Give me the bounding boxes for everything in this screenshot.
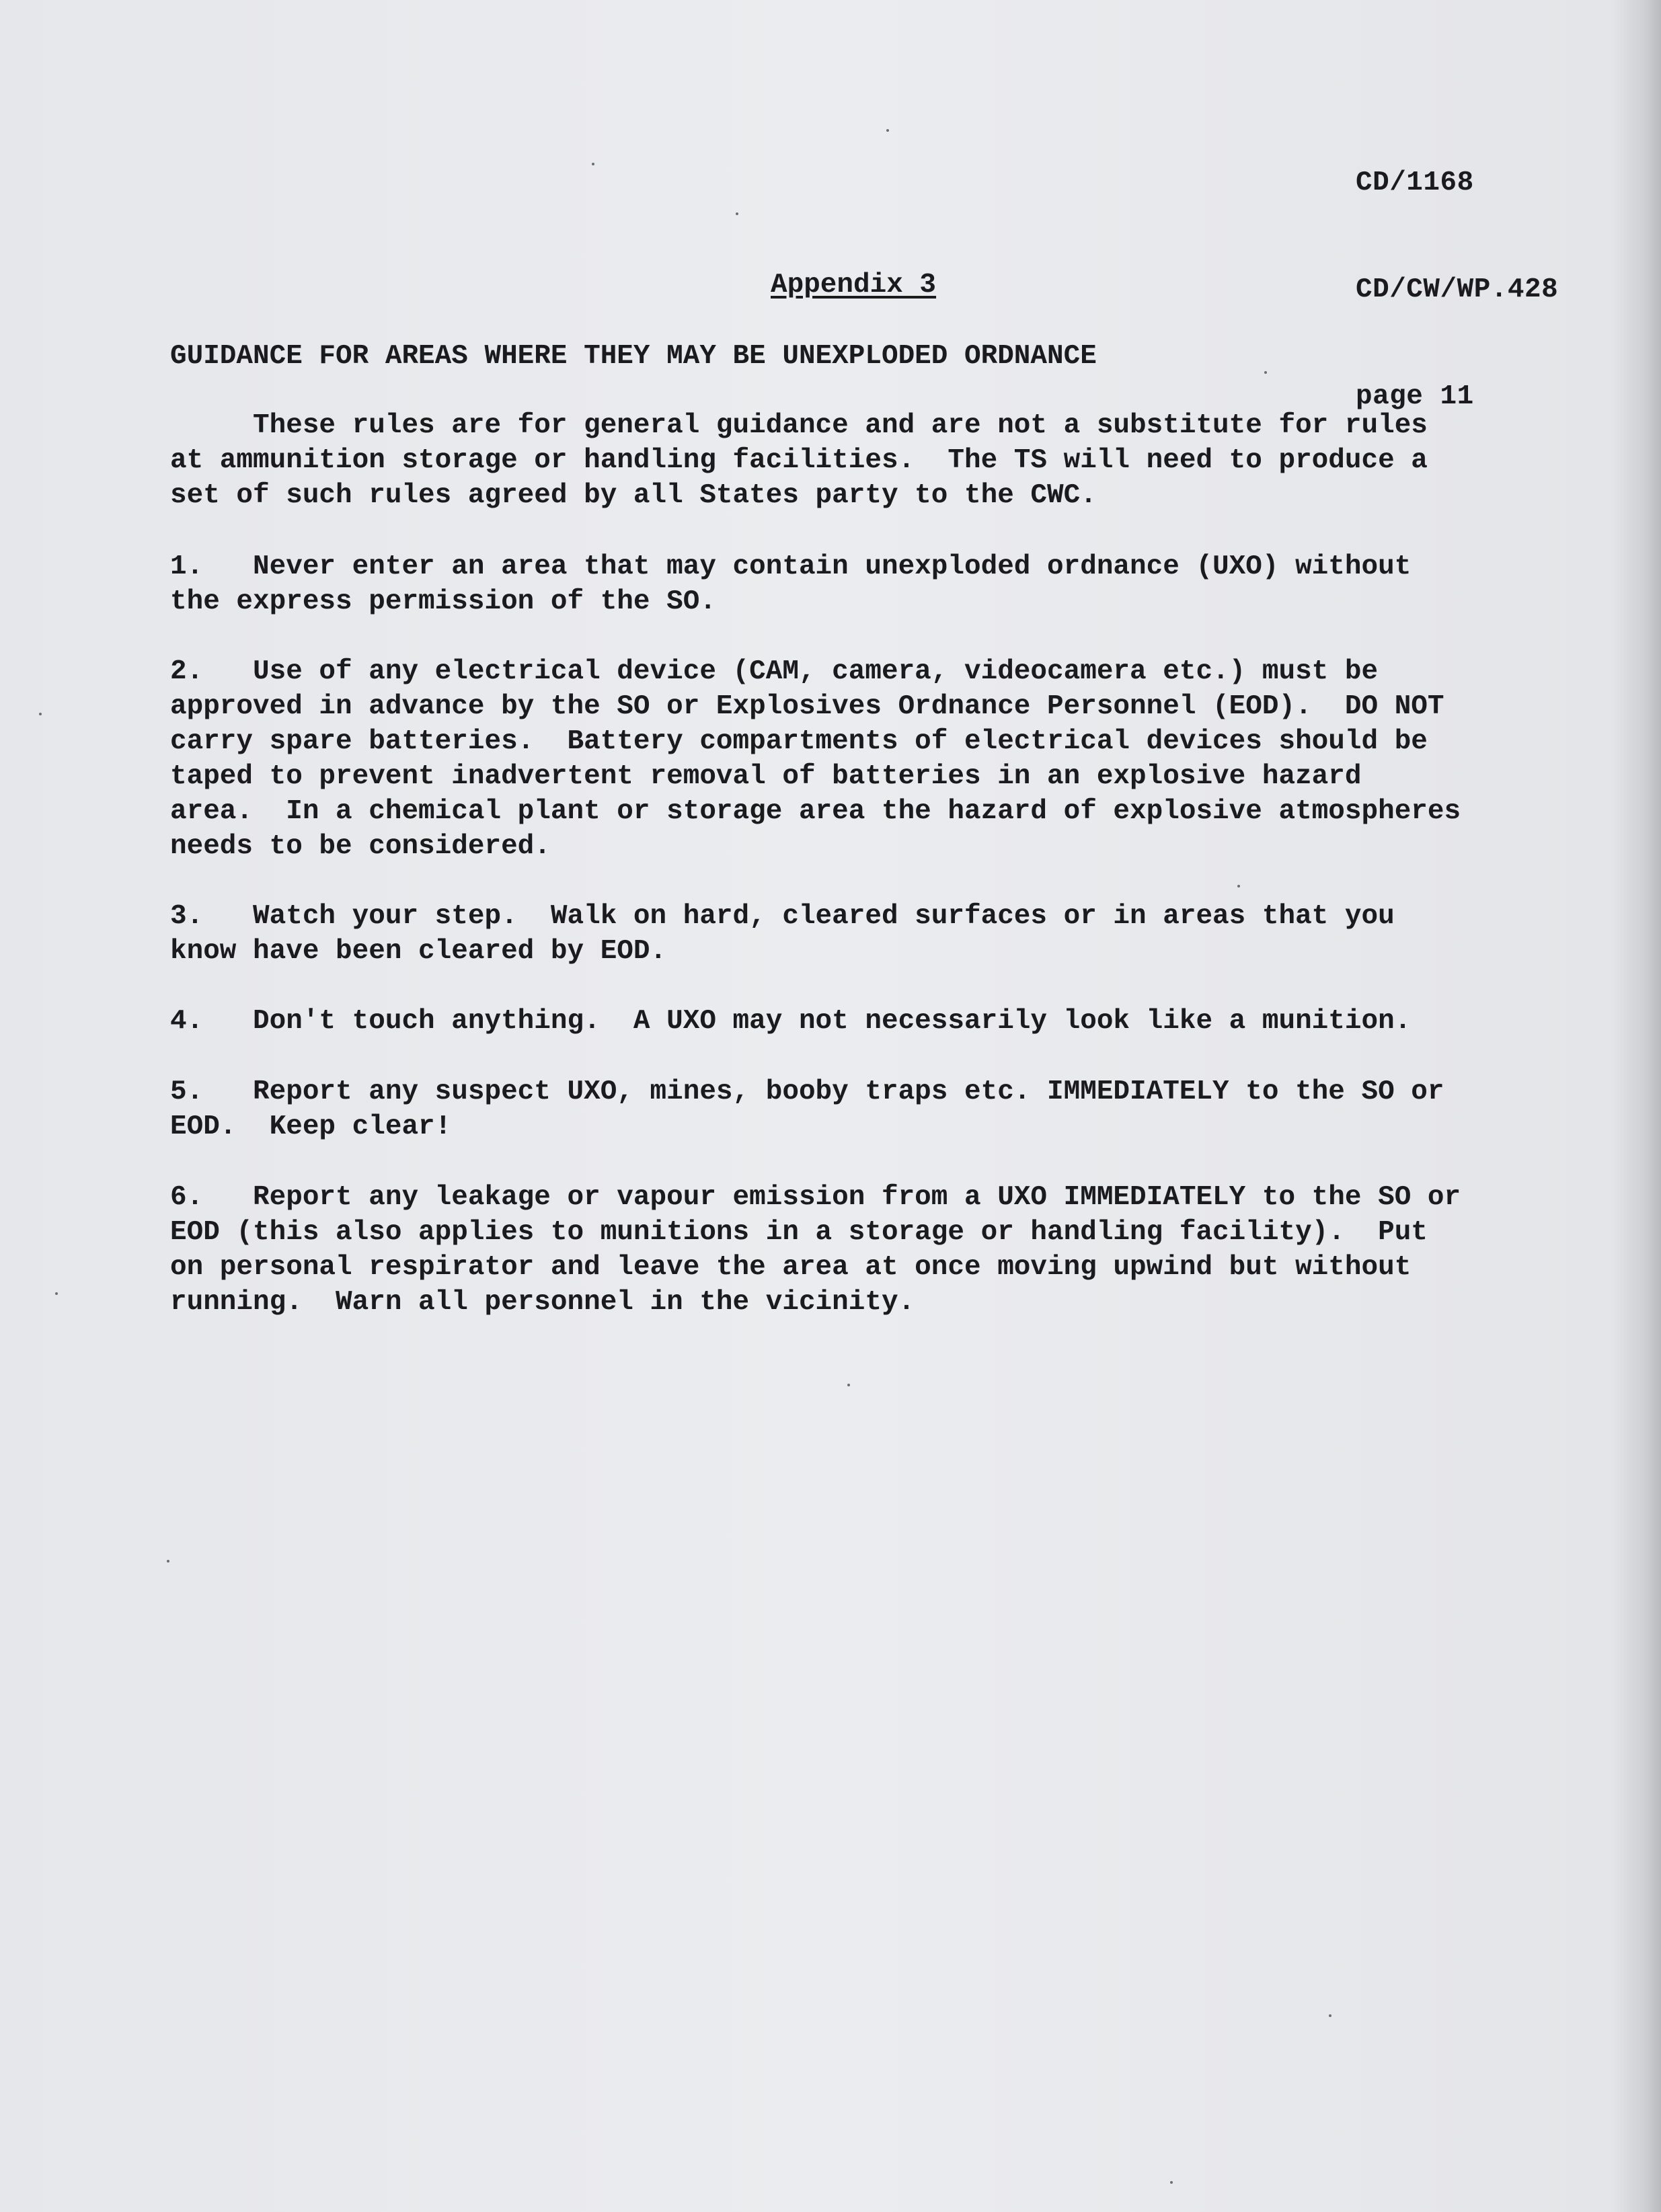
paragraph-line: EOD (this also applies to munitions in a storage or handling facility). Put (170, 1217, 1428, 1248)
scan-speck (847, 1384, 850, 1386)
paragraph-line: the express permission of the SO. (170, 586, 716, 617)
scan-speck (736, 212, 738, 215)
scan-speck (1170, 2181, 1173, 2184)
paragraph-line: know have been cleared by EOD. (170, 936, 667, 967)
paragraph-line: taped to prevent inadvertent removal of batteries in an explosive hazard (170, 761, 1362, 792)
intro-paragraph (170, 408, 1555, 513)
paragraph-line: needs to be considered. (170, 831, 551, 862)
paragraph-line: 5. Report any suspect UXO, mines, booby traps etc. IMMEDIATELY to the SO or (170, 1076, 1444, 1107)
paragraph-line: These rules are for general guidance and are not a substitute for rules (170, 410, 1428, 441)
reference-line-symbol: CD/1168 (1356, 167, 1474, 198)
paragraph-line: area. In a chemical plant or storage area the hazard of explosive atmospheres (170, 796, 1461, 827)
paragraph-line: 1. Never enter an area that may contain unexploded ordnance (UXO) without (170, 551, 1412, 582)
paragraph-line: approved in advance by the SO or Explosives Ordnance Personnel (EOD). DO NOT (170, 691, 1444, 722)
paragraph-line: on personal respirator and leave the area at once moving upwind but without (170, 1252, 1412, 1283)
scan-speck (886, 129, 889, 132)
rule-2 (170, 654, 1555, 864)
scan-speck (592, 163, 594, 165)
scan-speck (167, 1560, 169, 1563)
reference-line-page-number: page 11 (1356, 381, 1474, 412)
paragraph-line: 2. Use of any electrical device (CAM, camera, videocamera etc.) must be (170, 656, 1379, 687)
rule-6 (170, 1180, 1555, 1320)
reference-line-working-paper: CD/CW/WP.428 (1356, 274, 1559, 305)
appendix-title: Appendix 3 (771, 270, 937, 301)
paragraph-line: EOD. Keep clear! (170, 1111, 452, 1142)
scan-speck (1329, 2014, 1331, 2017)
scan-speck (39, 713, 42, 715)
guidance-heading: GUIDANCE FOR AREAS WHERE THEY MAY BE UNEXPLODED ORDNANCE (170, 341, 1097, 372)
paragraph-line: 6. Report any leakage or vapour emission from a UXO IMMEDIATELY to the SO or (170, 1182, 1461, 1213)
rule-5 (170, 1074, 1555, 1144)
scan-speck (55, 1292, 58, 1295)
paragraph-line: running. Warn all personnel in the vicinity. (170, 1287, 915, 1318)
rule-3 (170, 899, 1555, 969)
scan-speck (1264, 371, 1267, 374)
rule-1 (170, 549, 1555, 619)
rule-4 (170, 1004, 1555, 1039)
paragraph-line: 4. Don't touch anything. A UXO may not necessarily look like a munition. (170, 1006, 1412, 1037)
paragraph-line: carry spare batteries. Battery compartments of electrical devices should be (170, 726, 1428, 757)
scan-speck (1237, 885, 1240, 887)
paragraph-line: 3. Watch your step. Walk on hard, cleared surfaces or in areas that you (170, 901, 1395, 932)
paragraph-line: at ammunition storage or handling facilities. The TS will need to produce a (170, 445, 1428, 476)
paragraph-line: set of such rules agreed by all States party to the CWC. (170, 480, 1097, 511)
